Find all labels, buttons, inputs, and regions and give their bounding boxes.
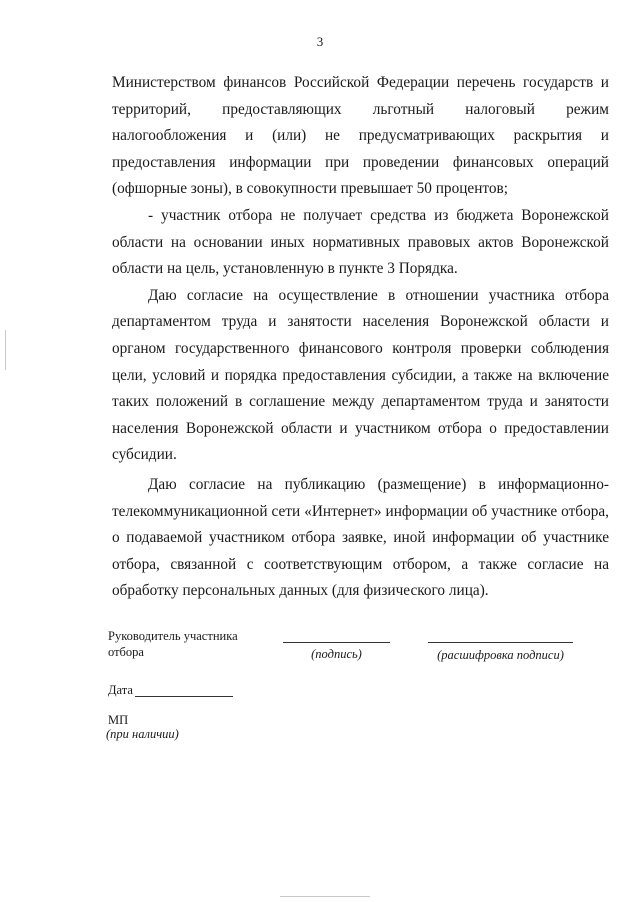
scan-edge-mark xyxy=(5,330,6,370)
paragraph-3-line: департаментом труда и занятости населения Воронежской области и xyxy=(112,313,609,331)
paragraph-1-line: территорий, предоставляющих льготный налоговый режим xyxy=(112,100,609,118)
signature-line xyxy=(283,642,390,643)
paragraph-1-line: Министерством финансов Российской Федерации перечень государств и xyxy=(112,74,609,91)
seal-label: МП xyxy=(108,713,129,727)
seal-note: (при наличии) xyxy=(106,727,179,741)
date-field xyxy=(108,682,133,698)
scan-edge-mark xyxy=(280,896,370,897)
paragraph-3-line: цели, условий и порядка предоставления субсидии, а также на включение xyxy=(112,366,609,384)
paragraph-1-line: предоставления информации при проведении финансовых операций xyxy=(112,153,609,171)
date-line xyxy=(135,696,233,697)
paragraph-4-line: отбора, связанной с соответствующим отбором, а также согласие на xyxy=(112,555,609,573)
paragraph-4-line: Даю согласие на публикацию (размещение) в информационно- xyxy=(148,475,609,493)
paragraph-3-line: субсидии. xyxy=(112,446,177,464)
signatory-label xyxy=(108,628,238,660)
paragraph-3-line: таких положений в соглашение между департаментом труда и занятости xyxy=(112,393,609,411)
signature-caption: (подпись) xyxy=(311,647,362,661)
signature-decode-caption: (расшифровка подписи) xyxy=(437,648,564,662)
paragraph-1-line: налогообложения и (или) не предусматривающих раскрытия и xyxy=(112,127,609,145)
paragraph-1-line: (офшорные зоны), в совокупности превышает 50 процентов; xyxy=(112,180,508,198)
paragraph-4-line: телекоммуникационной сети «Интернет» информации об участнике отбора, xyxy=(112,502,609,520)
signatory-label-line: отбора xyxy=(108,645,144,659)
paragraph-4-line: о подаваемой участником отбора заявке, иной информации об участнике xyxy=(112,529,609,547)
paragraph-3-line: органом государственного финансового контроля проверки соблюдения xyxy=(112,339,609,357)
paragraph-4-line: обработку персональных данных (для физического лица). xyxy=(112,582,489,600)
signatory-label-line: Руководитель участника xyxy=(108,629,238,643)
date-label: Дата xyxy=(108,683,133,697)
paragraph-3-line: Даю согласие на осуществление в отношении участника отбора xyxy=(148,286,609,304)
signature-decode-line xyxy=(428,642,573,643)
paragraph-3-line: населения Воронежской области и участником отбора о предоставлении xyxy=(112,419,609,437)
paragraph-2-line: области на основании иных нормативных правовых актов Воронежской xyxy=(112,233,609,251)
paragraph-2-line: - участник отбора не получает средства из бюджета Воронежской xyxy=(148,206,609,224)
page-number: 3 xyxy=(316,34,324,49)
document-body xyxy=(112,70,609,605)
paragraph-2-line: области на цель, установленную в пункте 3 Порядка. xyxy=(112,260,458,278)
